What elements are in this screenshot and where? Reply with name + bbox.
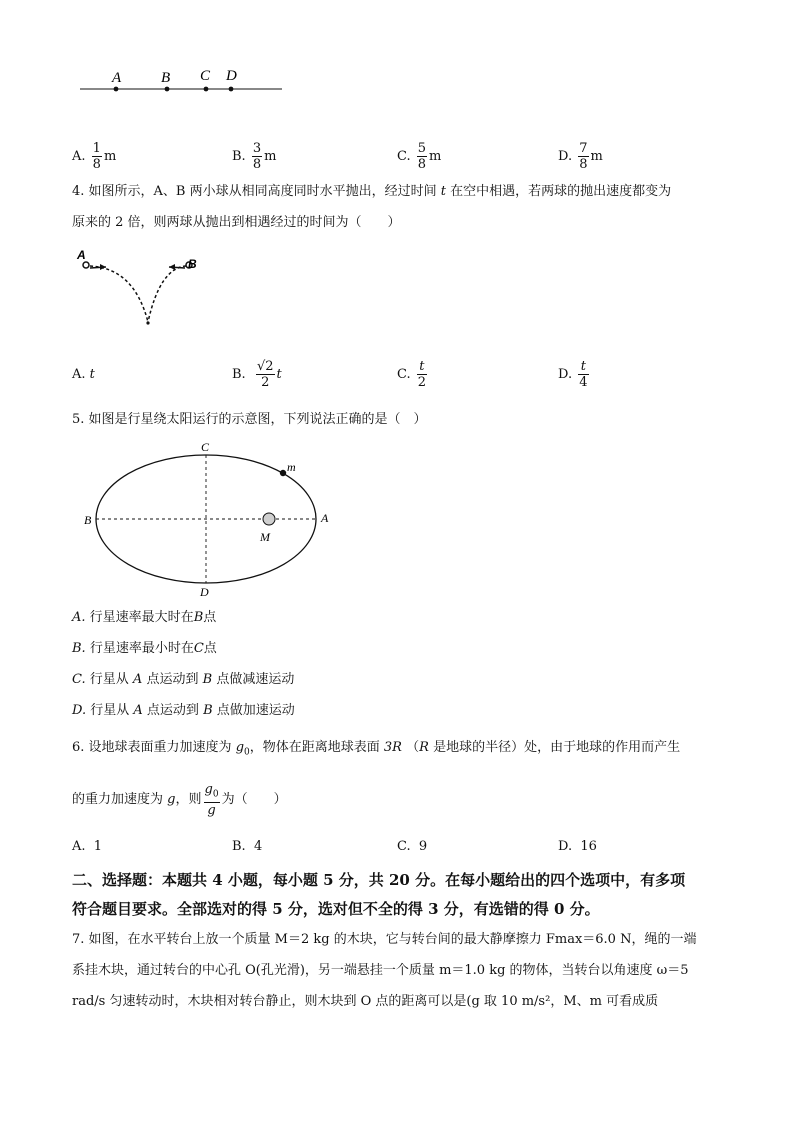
fraction: $\frac{5}{8}$ — [417, 140, 427, 172]
orbit-label-m: m — [287, 460, 296, 474]
point-label-a: A — [112, 70, 122, 86]
q4-option-c[interactable]: C. $\frac{t}{2}$ — [397, 358, 427, 390]
q4-options — [72, 354, 732, 394]
q6-option-b[interactable]: B. 4 — [232, 838, 263, 854]
orbit-label-sun: M — [260, 530, 270, 544]
q6-option-d[interactable]: D. 16 — [558, 838, 597, 854]
q6-options — [72, 826, 732, 866]
q4-stem-line1: 4. 如图所示，A、B 两小球从相同高度同时水平抛出，经过时间 t 在空中相遇，若两球的抛出速度都变为 — [72, 184, 672, 199]
q6-stem-line1: 6. 设地球表面重力加速度为 $g_0$，物体在距离地球表面 3R （R 是地球的半径）处，由于地球的作用而产生 — [72, 740, 681, 758]
q5-stem: 5. 如图是行星绕太阳运行的示意图，下列说法正确的是（ ） — [72, 412, 427, 427]
orbit-figure — [76, 438, 346, 604]
q3-option-b[interactable]: B. $\frac{3}{8}$ m — [232, 140, 277, 172]
q4-stem-line2: 原来的 2 倍，则两球从抛出到相遇经过的时间为（ ） — [72, 215, 401, 230]
ball-label-a: A — [77, 248, 86, 262]
q7-stem-line3: rad/s 匀速转动时，木块相对转台静止，则木块到 O 点的距离可以是(g 取 10 m/s²，M、m 可看成质 — [72, 994, 659, 1009]
q5-option-a[interactable]: A. 行星速率最大时在B点 — [72, 610, 217, 625]
q6-option-a[interactable]: A. 1 — [72, 838, 103, 854]
q3-option-d[interactable]: D. $\frac{7}{8}$ m — [558, 140, 603, 172]
fraction: $\frac{t}{4}$ — [579, 358, 588, 390]
q7-stem-line2: 系挂木块，通过转台的中心孔 O(孔光滑)，另一端悬挂一个质量 m＝1.0 kg 的物体，当转台以角速度 ω＝5 — [72, 963, 689, 978]
fraction: $\frac{1}{8}$ — [92, 140, 101, 172]
point-label-b: B — [161, 70, 171, 86]
section2-heading-line2: 符合题目要求。全部选对的得 5 分，选对但不全的得 3 分，有选错的得 0 分。 — [72, 900, 600, 918]
orbit-label-d: D — [200, 585, 209, 599]
q5-option-d[interactable]: D. 行星从 A 点运动到 B 点做加速运动 — [72, 703, 295, 718]
q3-option-a[interactable]: A. $\frac{1}{8}$ m — [72, 140, 117, 172]
q6-stem-line2: 的重力加速度为 g ，则 $\frac{g_0}{g}$ 为（ ） — [72, 781, 287, 819]
fraction: $\frac{√2}{2}$ — [256, 358, 274, 390]
q4-option-a[interactable]: A. t — [72, 366, 95, 382]
fraction: $\frac{3}{8}$ — [252, 140, 262, 172]
q3-options — [72, 136, 732, 176]
q6-option-c[interactable]: C. 9 — [397, 838, 428, 854]
orbit-label-b: B — [84, 513, 92, 527]
ball-label-b: B — [188, 257, 197, 271]
q3-option-c[interactable]: C. $\frac{5}{8}$ m — [397, 140, 442, 172]
q5-option-c[interactable]: C. 行星从 A 点运动到 B 点做减速运动 — [72, 672, 295, 687]
projectile-figure — [72, 248, 212, 332]
fraction: $\frac{g_0}{g}$ — [204, 781, 219, 819]
point-label-c: C — [200, 68, 211, 84]
q4-option-b[interactable]: B. $\frac{√2}{2}$ t — [232, 358, 282, 390]
points-line-figure — [76, 62, 288, 98]
orbit-label-c: C — [201, 440, 210, 454]
fraction: $\frac{7}{8}$ — [579, 140, 588, 172]
q4-option-d[interactable]: D. $\frac{t}{4}$ — [558, 358, 588, 390]
section2-heading-line1: 二、选择题：本题共 4 小题，每小题 5 分，共 20 分。在每小题给出的四个选项中，有多项 — [72, 871, 686, 889]
q5-option-b[interactable]: B. 行星速率最小时在C点 — [72, 641, 217, 656]
orbit-label-a: A — [321, 511, 329, 525]
fraction: $\frac{t}{2}$ — [417, 358, 427, 390]
q7-stem-line1: 7. 如图，在水平转台上放一个质量 M＝2 kg 的木块，它与转台间的最大静摩擦力 Fmax＝6.0 N，绳的一端 — [72, 932, 697, 947]
point-label-d: D — [226, 68, 237, 84]
